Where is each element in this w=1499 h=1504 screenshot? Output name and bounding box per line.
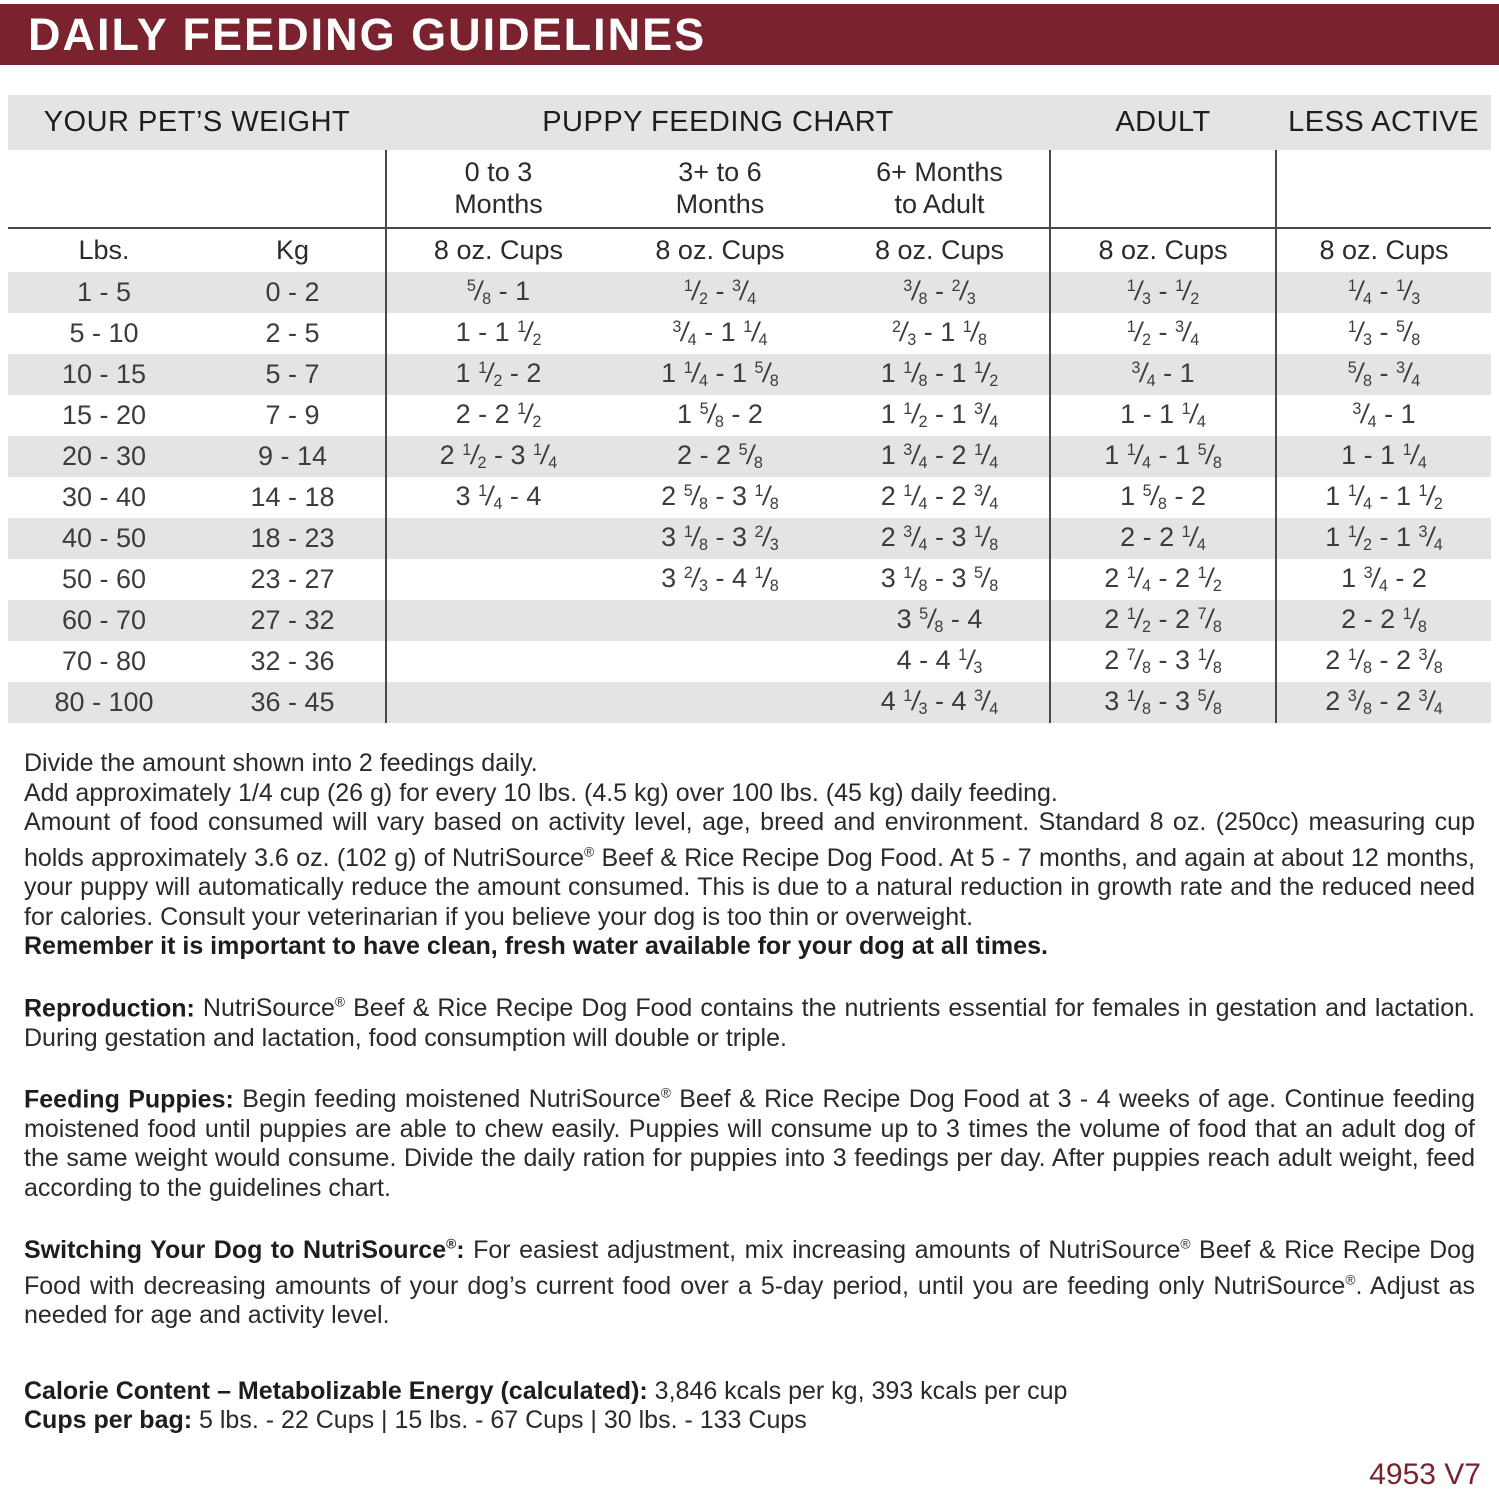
title-bar (0, 4, 1499, 65)
cell-m6_adult: 1 $^1/_2 - 1$ $^3/_4$ (880, 398, 999, 432)
cell-m0_3 (386, 641, 610, 682)
cell-lbs: 15 - 20 (61, 400, 147, 430)
cell-m6_adult: 4 - 4 $^1/_3$ (896, 644, 983, 678)
cell-lbs: 20 - 30 (8, 436, 200, 477)
table-months-row (8, 150, 1491, 228)
table-units-row (8, 228, 1491, 272)
cell-adult: $^1/_2 - ^3/_4$ (1050, 313, 1276, 354)
cell-kg: 0 - 2 (200, 272, 386, 313)
cell-m3_6: 1 $^5/_8 - 2$ (677, 398, 763, 432)
cell-less: $^3/_4 - 1$ (1276, 395, 1491, 436)
band-puppy-chart: PUPPY FEEDING CHART (386, 95, 1050, 150)
cell-m3_6: 2 $^5/_8 - 3$ $^1/_8$ (661, 480, 779, 514)
month-line: Months (454, 188, 543, 219)
cell-lbs: 1 - 5 (8, 272, 200, 313)
spacer (24, 1357, 1475, 1377)
cell-m6_adult: $^2/_3 - 1$ $^1/_8$ (891, 316, 988, 350)
month-line: Months (675, 188, 765, 219)
cell-kg: 14 - 18 (250, 482, 335, 512)
month-col-0-3 (386, 150, 610, 228)
cell-m6_adult: 3 $^5/_8 - 4$ (830, 600, 1050, 641)
cell-less: $^1/_3 - ^5/_8$ (1276, 313, 1491, 354)
table-row (8, 682, 1491, 723)
month-col-3-6 (610, 150, 830, 228)
note-text: Amount of food consumed will vary based on activity level, age, breed and environment. Standard 8 oz. (250cc) measuring cup holds approximately 3.6 oz. (102 g) of NutriSource® Beef & Rice Recipe Dog Food. At 5 - 7 months, and again at about 12 months, your puppy will automatically reduce the amount consumed. This is due to a natural reduction in growth rate and the reduced need for calories. Consult your veterinarian if you believe your dog is too thin or overweight. (24, 808, 1475, 931)
cell-less: 1 $^3/_4 - 2$ (1276, 559, 1491, 600)
note-lead: Remember it is important to have clean, fresh water available for your dog at all times. (24, 932, 1048, 961)
unit-cups: 8 oz. Cups (386, 228, 610, 272)
cell-kg: 27 - 32 (200, 600, 386, 641)
cell-m0_3 (386, 518, 610, 559)
note-calorie-content (24, 1377, 1475, 1407)
note-feeding-puppies (24, 1079, 1475, 1203)
note-lead: Feeding Puppies: (24, 1085, 234, 1114)
cell-kg: 5 - 7 (200, 354, 386, 395)
cell-less: 2 $^3/_8 - 2$ $^3/_4$ (1276, 682, 1491, 723)
cell-m6_adult: 4 $^1/_3 - 4$ $^3/_4$ (830, 682, 1050, 723)
footer-version-code: 4953 V7 (1369, 1458, 1481, 1491)
unit-kg: Kg (276, 235, 310, 265)
unit-lbs: Lbs. (78, 235, 130, 265)
note-text: Divide the amount shown into 2 feedings daily. (24, 749, 538, 777)
table-row (8, 518, 1491, 559)
note-add-quarter-cup (24, 779, 1475, 809)
cell-lbs: 40 - 50 (8, 518, 200, 559)
cell-lbs: 10 - 15 (8, 354, 200, 395)
cell-m0_3: 2 $^1/_2 - 3$ $^1/_4$ (386, 436, 610, 477)
cell-lbs: 50 - 60 (61, 564, 147, 594)
note-divide (24, 749, 1475, 779)
month-line: 3+ to 6 (678, 157, 762, 188)
cell-adult: 1 $^5/_8 - 2$ (1050, 477, 1276, 518)
cell-m3_6 (610, 682, 830, 723)
table-row (8, 354, 1491, 395)
month-adult-spacer (1050, 150, 1276, 228)
cell-kg: 32 - 36 (250, 646, 335, 676)
cell-adult: 1 $^1/_4 - 1$ $^5/_8$ (1050, 436, 1276, 477)
cell-less: 2 - 2 $^1/_8$ (1276, 600, 1491, 641)
notes-section (0, 723, 1499, 1436)
cell-m0_3 (386, 600, 610, 641)
note-fresh-water (24, 932, 1475, 962)
cell-m3_6: $^3/_4 - 1$ $^1/_4$ (672, 316, 768, 350)
month-less-spacer (1276, 150, 1491, 228)
spacer (24, 962, 1475, 988)
cell-m0_3 (386, 682, 610, 723)
cell-adult: 3 $^1/_8 - 3$ $^5/_8$ (1050, 682, 1276, 723)
cell-m6_adult: 2 $^1/_4 - 2$ $^3/_4$ (880, 480, 999, 514)
cell-m6_adult: 1 $^3/_4 - 2$ $^1/_4$ (830, 436, 1050, 477)
table-row (8, 272, 1491, 313)
table-row (8, 436, 1491, 477)
months-spacer (8, 150, 386, 228)
note-reproduction (24, 988, 1475, 1053)
note-text: For easiest adjustment, mix increasing amounts of NutriSource® Beef & Rice Recipe Dog Food with decreasing amounts of your dog’s current food over a 5-day period, until you are feeding only NutriSource®. Adjust as needed for age and activity level. (24, 1235, 1475, 1330)
unit-cups: 8 oz. Cups (1276, 228, 1491, 272)
month-line: to Adult (894, 188, 985, 219)
cell-m3_6: 1 $^1/_4 - 1$ $^5/_8$ (610, 354, 830, 395)
note-text: NutriSource® Beef & Rice Recipe Dog Food contains the nutrients essential for females in gestation and lactation. During gestation and lactation, food consumption will double or triple. (24, 994, 1475, 1052)
unit-cups: 8 oz. Cups (874, 235, 1005, 265)
month-line: 0 to 3 (464, 157, 533, 188)
cell-lbs: 30 - 40 (61, 482, 147, 512)
cell-m3_6 (610, 641, 830, 682)
cell-m6_adult: 3 $^1/_8 - 3$ $^5/_8$ (880, 562, 999, 596)
cell-kg: 18 - 23 (200, 518, 386, 559)
cell-lbs: 5 - 10 (69, 318, 139, 348)
month-col-6-adult (830, 150, 1050, 228)
cell-adult: 2 $^1/_4 - 2$ $^1/_2$ (1050, 559, 1276, 600)
cell-m3_6: $^1/_2 - ^3/_4$ (610, 272, 830, 313)
table-row (8, 477, 1491, 518)
table-row (8, 395, 1491, 436)
cell-m6_adult: $^3/_8 - ^2/_3$ (830, 272, 1050, 313)
month-line: 6+ Months (876, 157, 1003, 188)
note-lead: Reproduction: (24, 994, 195, 1023)
cell-m3_6 (610, 600, 830, 641)
cell-kg: 23 - 27 (250, 564, 335, 594)
cell-less: $^5/_8 - ^3/_4$ (1276, 354, 1491, 395)
cell-m3_6: 3 $^2/_3 - 4$ $^1/_8$ (661, 562, 779, 596)
spacer (24, 1331, 1475, 1357)
note-text: Begin feeding moistened NutriSource® Beef & Rice Recipe Dog Food at 3 - 4 weeks of age. Continue feeding moistened food until puppies are able to chew easily. Puppies will consume up to 3 times the volume of food that an adult dog of the same weight would consume. Divide the daily ration for puppies into 3 feedings per day. After puppies reach adult weight, feed according to the guidelines chart. (24, 1085, 1475, 1202)
feeding-table-body (8, 272, 1491, 723)
cell-lbs: 80 - 100 (8, 682, 200, 723)
table-row (8, 600, 1491, 641)
spacer (24, 1203, 1475, 1229)
cell-m6_adult: 2 $^3/_4 - 3$ $^1/_8$ (830, 518, 1050, 559)
cell-adult: 2 $^1/_2 - 2$ $^7/_8$ (1050, 600, 1276, 641)
note-text: Add approximately 1/4 cup (26 g) for every 10 lbs. (4.5 kg) over 100 lbs. (45 kg) daily feeding. (24, 778, 1058, 807)
cell-kg: 36 - 45 (200, 682, 386, 723)
band-less-active: LESS ACTIVE (1276, 95, 1491, 150)
note-text: 3,846 kcals per kg, 393 kcals per cup (647, 1376, 1068, 1405)
cell-lbs: 70 - 80 (61, 646, 147, 676)
note-cups-per-bag (24, 1406, 1475, 1436)
table-row (8, 313, 1491, 354)
cell-kg: 9 - 14 (200, 436, 386, 477)
cell-kg: 2 - 5 (265, 318, 320, 348)
note-lead: Switching Your Dog to NutriSource®: (24, 1235, 465, 1264)
cell-adult: $^1/_3 - ^1/_2$ (1050, 272, 1276, 313)
band-weight: YOUR PET’S WEIGHT (8, 95, 386, 150)
cell-adult: $^3/_4 - 1$ (1050, 354, 1276, 395)
feeding-table (8, 95, 1491, 723)
cell-m0_3 (386, 559, 610, 600)
cell-less: 1 - 1 $^1/_4$ (1276, 436, 1491, 477)
cell-m3_6: 2 - 2 $^5/_8$ (610, 436, 830, 477)
note-lead: Cups per bag: (24, 1406, 193, 1435)
band-adult: ADULT (1050, 95, 1276, 150)
spacer (24, 1053, 1475, 1079)
cell-m0_3: 2 - 2 $^1/_2$ (386, 395, 610, 436)
cell-less: 1 $^1/_2 - 1$ $^3/_4$ (1276, 518, 1491, 559)
cell-kg: 7 - 9 (265, 400, 320, 430)
unit-cups: 8 oz. Cups (1050, 228, 1276, 272)
note-amount-varies (24, 808, 1475, 932)
cell-adult: 1 - 1 $^1/_4$ (1050, 395, 1276, 436)
table-row (8, 559, 1491, 600)
cell-m0_3: 1 $^1/_2 - 2$ (386, 354, 610, 395)
cell-less: $^1/_4 - ^1/_3$ (1276, 272, 1491, 313)
cell-m0_3: $^5/_8 - 1$ (386, 272, 610, 313)
cell-m0_3: 3 $^1/_4 - 4$ (386, 477, 610, 518)
cell-m6_adult: 1 $^1/_8 - 1$ $^1/_2$ (830, 354, 1050, 395)
cell-m3_6: 3 $^1/_8 - 3$ $^2/_3$ (610, 518, 830, 559)
note-switching (24, 1229, 1475, 1330)
cell-adult: 2 $^7/_8 - 3$ $^1/_8$ (1050, 641, 1276, 682)
table-band-row (8, 95, 1491, 150)
note-lead: Calorie Content – Metabolizable Energy (calculated): (24, 1376, 648, 1405)
table-row (8, 641, 1491, 682)
cell-adult: 2 - 2 $^1/_4$ (1050, 518, 1276, 559)
cell-less: 1 $^1/_4 - 1$ $^1/_2$ (1276, 477, 1491, 518)
note-text: 5 lbs. - 22 Cups | 15 lbs. - 67 Cups | 30 lbs. - 133 Cups (192, 1406, 807, 1435)
cell-m0_3: 1 - 1 $^1/_2$ (386, 313, 610, 354)
page-title: DAILY FEEDING GUIDELINES (28, 8, 707, 60)
cell-less: 2 $^1/_8 - 2$ $^3/_8$ (1276, 641, 1491, 682)
cell-lbs: 60 - 70 (8, 600, 200, 641)
unit-cups: 8 oz. Cups (655, 235, 785, 265)
